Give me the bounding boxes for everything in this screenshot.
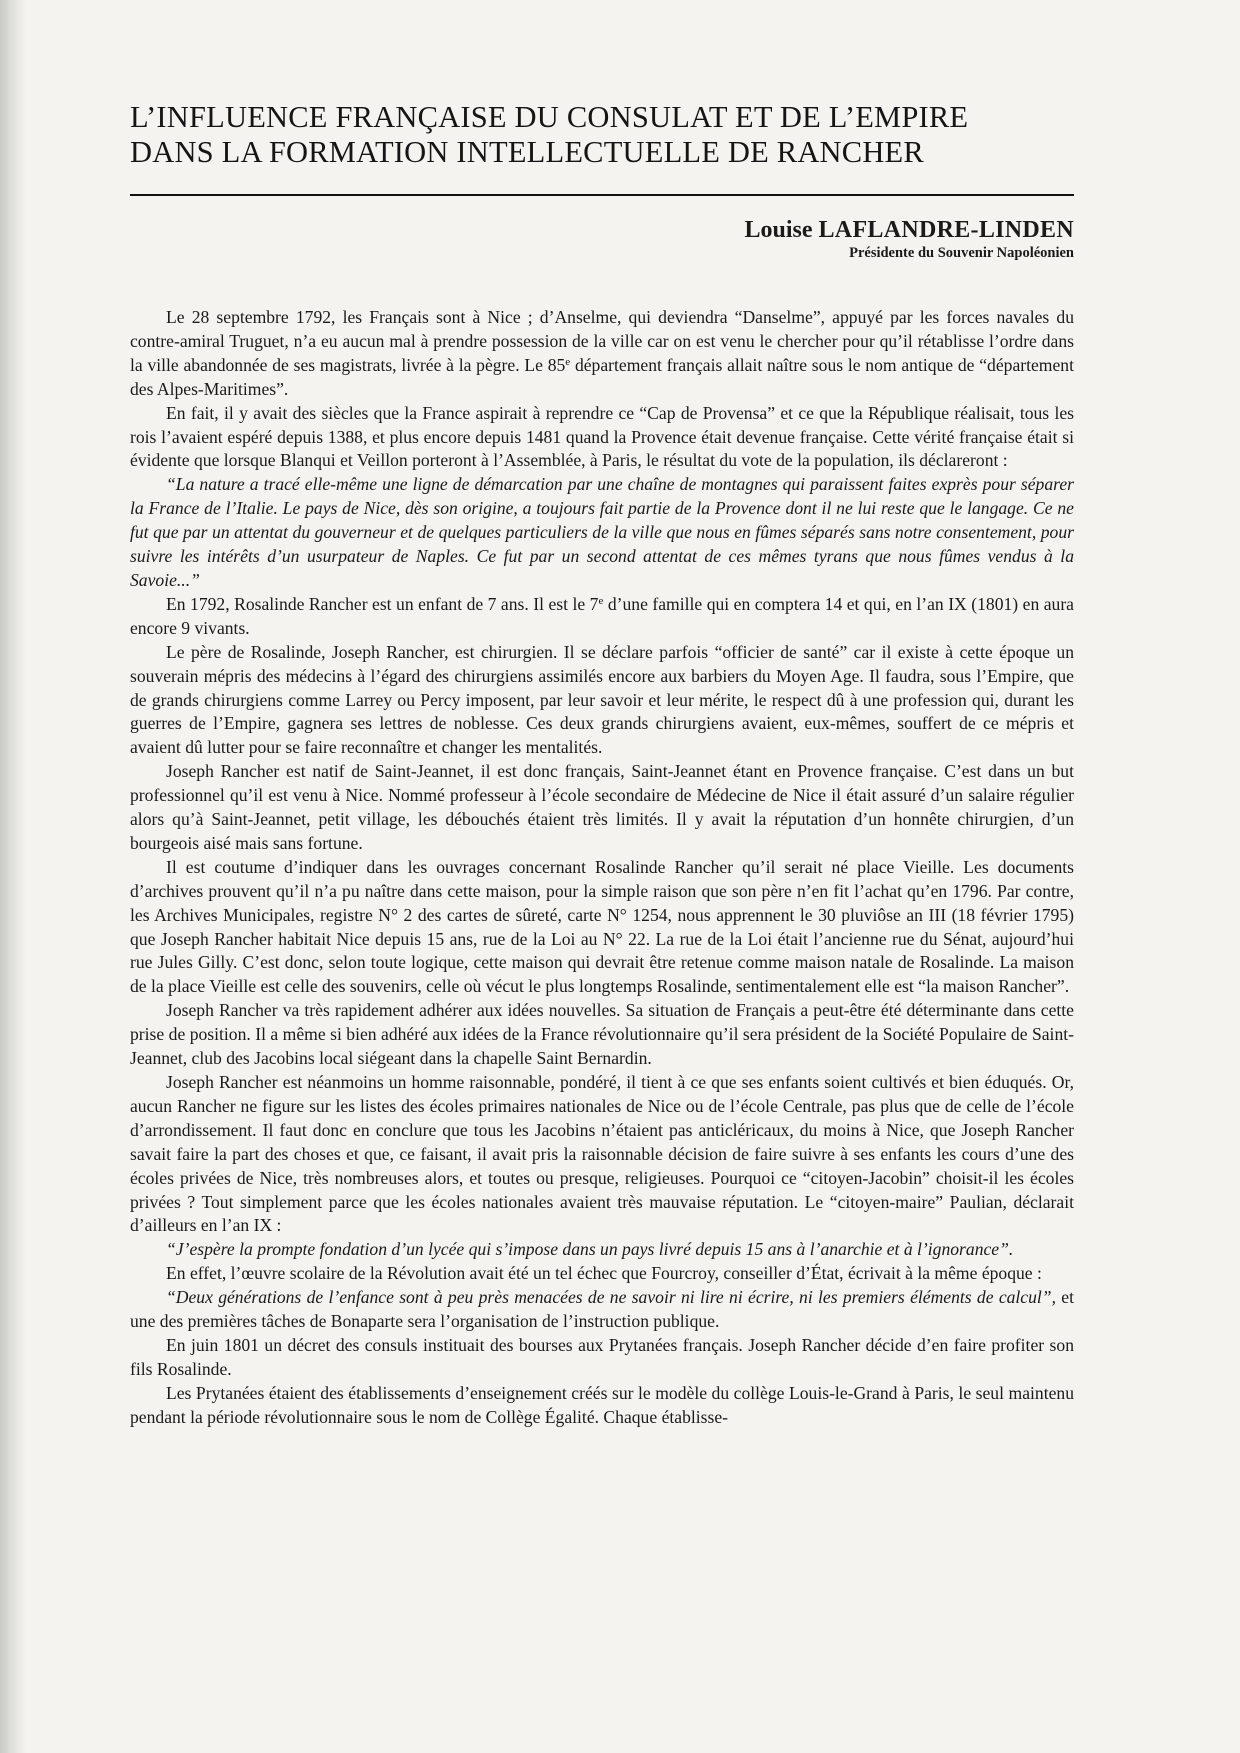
article-body	[130, 306, 1074, 1430]
paragraph-9: En effet, l’œuvre scolaire de la Révolution avait été un tel échec que Fourcroy, conseiller d’État, écrivait à la même époque :	[166, 1263, 1042, 1284]
author-affiliation: Présidente du Souvenir Napoléonien	[849, 245, 1074, 261]
author-block	[130, 216, 1074, 262]
paragraph-1	[130, 306, 1074, 402]
paragraph-10: En juin 1801 un décret des consuls instituait des bourses aux Prytanées français. Joseph Rancher décide d’en faire profiter son fils Rosalinde.	[130, 1334, 1074, 1379]
paragraph-3-superscript: e	[598, 594, 604, 607]
paragraph-2: En fait, il y avait des siècles que la France aspirait à reprendre ce “Cap de Provensa” et ce que la République réalisait, tous les rois l’avaient espéré depuis 1388, et plus encore depuis 1481 quand la Provence était devenue française. Cette vérité française était si évidente que lorsque Blanqui et Veillon porteront à l’Assemblée, à Paris, le résultat du vote de la population, ils déclareront :	[130, 402, 1074, 471]
quotation-1: “La nature a tracé elle-même une ligne de démarcation par une chaîne de montagnes qui paraissent faites exprès pour séparer la France de l’Italie. Le pays de Nice, dès son origine, a toujours fait partie de la Provence dont il ne lui reste que le langage. Ce ne fut que par un attentat du gouverneur et de quelques particuliers de la ville que nous en fûmes séparés sans notre consentement, pour suivre les intérêts d’un usurpateur de Naples. Ce fut par un second attentat de ces mêmes tyrans que nous fûmes vendus à la Savoie...”	[130, 474, 1074, 590]
quotation-3-paragraph	[130, 1286, 1074, 1334]
paragraph-3-text-b: d’une famille qui en comptera 14 et qui, en l’an IX (1801) en aura encore 9 vivants.	[130, 593, 1074, 638]
paragraph-1-text-b: département français allait naître sous le nom antique de “département des Alpes-Maritimes”.	[130, 354, 1074, 399]
paragraph-1-superscript: e	[565, 355, 571, 368]
paragraph-3-text-a: En 1792, Rosalinde Rancher est un enfant de 7 ans. Il est le 7	[166, 593, 599, 614]
quotation-3: “Deux générations de l’enfance sont à peu près menacées de ne savoir ni lire ni écrire, ni les premiers éléments de calcul”,	[166, 1287, 1056, 1308]
article-title	[130, 100, 1074, 170]
title-line-2: DANS LA FORMATION INTELLECTUELLE DE RANCHER	[130, 135, 924, 169]
author-last-name: LAFLANDRE-LINDEN	[818, 217, 1074, 243]
paragraph-11: Les Prytanées étaient des établissements d’enseignement créés sur le modèle du collège Louis-le-Grand à Paris, le seul maintenu pendant la période révolutionnaire sous le nom de Collège Égalité. Chaque établisse-	[130, 1382, 1074, 1427]
page-binding-shadow	[0, 0, 26, 1753]
paragraph-1-text-a: Le 28 septembre 1792, les Français sont à Nice ; d’Anselme, qui deviendra “Danselme”, appuyé par les forces navales du contre-amiral Truguet, n’a eu aucun mal à prendre possession de la ville car on est venu le chercher pour qu’il rétablisse l’ordre dans la ville abandonnée de ses magistrats, livrée à la pègre. Le 85	[130, 307, 1074, 375]
title-rule	[130, 194, 1074, 196]
paragraph-7: Joseph Rancher va très rapidement adhérer aux idées nouvelles. Sa situation de Français a peut-être été déterminante dans cette prise de position. Il a même si bien adhéré aux idées de la France révolutionnaire qu’il sera président de la Société Populaire de Saint-Jeannet, club des Jacobins local siégeant dans la chapelle Saint Bernardin.	[130, 1000, 1074, 1069]
title-line-1: L’INFLUENCE FRANÇAISE DU CONSULAT ET DE L’EMPIRE	[130, 100, 969, 134]
quotation-2: “J’espère la prompte fondation d’un lycée qui s’impose dans un pays livré depuis 15 ans à l’anarchie et à l’ignorance”.	[166, 1239, 1014, 1260]
paragraph-3	[130, 593, 1074, 641]
paragraph-5: Joseph Rancher est natif de Saint-Jeannet, il est donc français, Saint-Jeannet étant en Provence française. C’est dans un but professionnel qu’il est venu à Nice. Nommé professeur à l’école secondaire de Médecine de Nice il était assuré d’un salaire régulier alors qu’à Saint-Jeannet, petit village, les débouchés étaient très limités. Il y avait la réputation d’un honnête chirurgien, d’un bourgeois aisé mais sans fortune.	[130, 761, 1074, 853]
article-page	[130, 100, 1074, 1430]
author-first-name: Louise	[744, 217, 813, 243]
quotation-3-tail: et une des premières tâches de Bonaparte sera l’organisation de l’instruction publique.	[130, 1287, 1074, 1332]
paragraph-4: Le père de Rosalinde, Joseph Rancher, est chirurgien. Il se déclare parfois “officier de santé” car il existe à cette époque un souverain mépris des médecins à l’égard des chirurgiens assimilés encore aux barbiers du Moyen Age. Il faudra, sous l’Empire, que de grands chirurgiens comme Larrey ou Percy imposent, par leur savoir et leur mérite, le respect dû à une profession qui, durant les guerres de l’Empire, gagnera ses lettres de noblesse. Ces deux grands chirurgiens avaient, eux-mêmes, souffert de ce mépris et avaient dû lutter pour se faire reconnaître et changer les mentalités.	[130, 641, 1074, 758]
paragraph-6: Il est coutume d’indiquer dans les ouvrages concernant Rosalinde Rancher qu’il serait né place Vieille. Les documents d’archives prouvent qu’il n’a pu naître dans cette maison, pour la simple raison que son père n’en fit l’achat qu’en 1796. Par contre, les Archives Municipales, registre N° 2 des cartes de sûreté, carte N° 1254, nous apprennent le 30 pluviôse an III (18 février 1795) que Joseph Rancher habitait Nice depuis 15 ans, rue de la Loi au N° 22. La rue de la Loi était l’ancienne rue du Sénat, aujourd’hui rue Jules Gilly. C’est donc, selon toute logique, cette maison qui devrait être retenue comme maison natale de Rosalinde. La maison de la place Vieille est celle des souvenirs, celle où vécut le plus longtemps Rosalinde, sentimentalement elle est “la maison Rancher”.	[130, 856, 1074, 997]
paragraph-8: Joseph Rancher est néanmoins un homme raisonnable, pondéré, il tient à ce que ses enfants soient cultivés et bien éduqués. Or, aucun Rancher ne figure sur les listes des écoles primaires nationales de Nice ou de l’école Centrale, pas plus que de celle de l’école d’arrondissement. Il faut donc en conclure que tous les Jacobins n’étaient pas anticléricaux, du moins à Nice, que Joseph Rancher savait faire la part des choses et que, ce faisant, il avait pris la raisonnable décision de faire suivre à ses enfants les cours d’une des écoles privées de Nice, très nombreuses alors, et toutes ou presque, religieuses. Pourquoi ce “citoyen-Jacobin” choisit-il les écoles privées ? Tout simplement parce que les écoles nationales avaient très mauvaise réputation. Le “citoyen-maire” Paulian, déclarait d’ailleurs en l’an IX :	[130, 1072, 1074, 1236]
author-name	[130, 216, 1074, 244]
